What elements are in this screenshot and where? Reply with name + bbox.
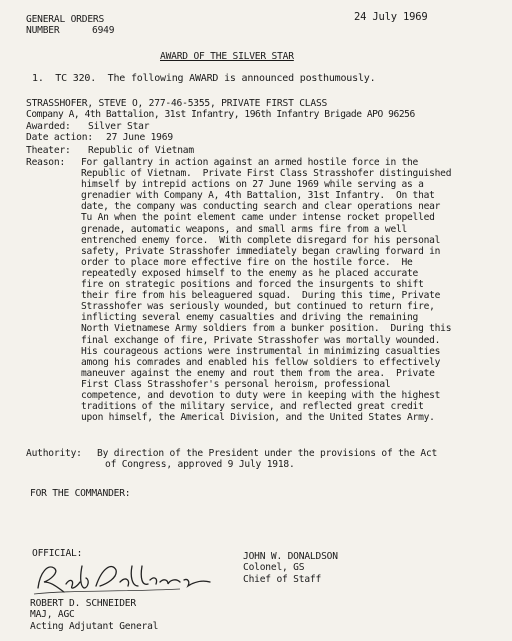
- for-the-commander: FOR THE COMMANDER:: [30, 488, 131, 499]
- reason-line: fire on strategic positions and forced the insurgents to shift: [81, 279, 424, 291]
- theater-value: Republic of Vietnam: [88, 145, 194, 156]
- reason-line: repeatedly exposed himself to the enemy as he placed accurate: [81, 267, 419, 279]
- reason-line: maneuver against the enemy and rout them from the area. Private: [81, 367, 435, 379]
- reason-line: For gallantry in action against an armed hostile force in the: [81, 157, 419, 168]
- intro-paragraph: 1. TC 320. The following AWARD is announced posthumously.: [32, 73, 376, 84]
- reason-line: himself by intrepid actions on 27 June 1969 while serving as a: [81, 179, 424, 191]
- date-action-value: 27 June 1969: [106, 132, 173, 143]
- official-label: OFFICIAL:: [32, 548, 83, 559]
- commander-rank: Colonel, GS: [243, 562, 305, 573]
- general-orders-label: GENERAL ORDERS: [26, 14, 105, 25]
- date-action-label: Date action:: [26, 132, 93, 143]
- signer-title: Acting Adjutant General: [30, 621, 159, 632]
- authority-label: Authority:: [26, 448, 82, 459]
- reason-label: Reason:: [26, 157, 66, 168]
- reason-line: Tu An when the point element came under intense rocket propelled: [81, 212, 435, 224]
- reason-line: Strasshofer was seriously wounded, but continued to return fire,: [81, 301, 435, 313]
- reason-line: date, the company was conducting search and clear operations near: [81, 201, 441, 213]
- reason-line: His courageous actions were instrumental in minimizing casualties: [81, 345, 441, 357]
- authority-line: By direction of the President under the provisions of the Act: [97, 448, 438, 459]
- commander-title: Chief of Staff: [243, 574, 322, 585]
- awarded-value: Silver Star: [88, 121, 150, 132]
- reason-line: First Class Strasshofer's personal heroism, professional: [81, 378, 391, 390]
- reason-line: inflicting several enemy casualties and driving the remaining: [81, 312, 419, 324]
- authority-line: of Congress, approved 9 July 1918.: [105, 459, 295, 470]
- reason-line: Republic of Vietnam. Private First Class Strasshofer distinguished: [81, 168, 452, 180]
- theater-label: Theater:: [26, 145, 71, 156]
- order-date: 24 July 1969: [354, 11, 428, 23]
- recipient-name-line: STRASSHOFER, STEVE O, 277-46-5355, PRIVATE FIRST CLASS: [26, 98, 328, 109]
- reason-line: entrenched enemy force. With complete disregard for his personal: [81, 234, 441, 246]
- signer-rank: MAJ, AGC: [30, 609, 75, 620]
- reason-line: North Vietnamese Army soldiers from a bunker position. During this: [81, 323, 452, 335]
- commander-name: JOHN W. DONALDSON: [243, 551, 338, 562]
- recipient-unit-line: Company A, 4th Battalion, 31st Infantry, 196th Infantry Brigade APO 96256: [26, 109, 415, 120]
- reason-line: competence, and devotion to duty were in keeping with the highest: [81, 389, 441, 401]
- reason-line: grenadier with Company A, 4th Battalion, 31st Infantry. On that: [81, 190, 435, 202]
- signer-name: ROBERT D. SCHNEIDER: [30, 598, 136, 609]
- reason-line: upon himself, the Americal Division, and the United States Army.: [81, 412, 435, 424]
- handwritten-signature: [30, 558, 230, 598]
- reason-line: order to place more effective fire on the hostile force. He: [81, 256, 413, 268]
- award-title: AWARD OF THE SILVER STAR: [160, 51, 294, 62]
- reason-line: grenade, automatic weapons, and small arms fire from a well: [81, 223, 408, 235]
- authority-text: [97, 448, 437, 470]
- number-label: NUMBER: [26, 25, 60, 36]
- reason-line: final exchange of fire, Private Strasshofer was mortally wounded.: [81, 334, 441, 346]
- reason-line: safety, Private Strasshofer immediately began crawling forward in: [81, 245, 441, 257]
- awarded-label: Awarded:: [26, 121, 71, 132]
- reason-paragraph: [81, 157, 511, 423]
- reason-line: their fire from his beleaguered squad. During this time, Private: [81, 290, 441, 302]
- reason-line: among his comrades and enabled his fellow soldiers to effectively: [81, 356, 441, 368]
- reason-line: traditions of the military service, and reflected great credit: [81, 401, 424, 413]
- number-value: 6949: [92, 25, 115, 36]
